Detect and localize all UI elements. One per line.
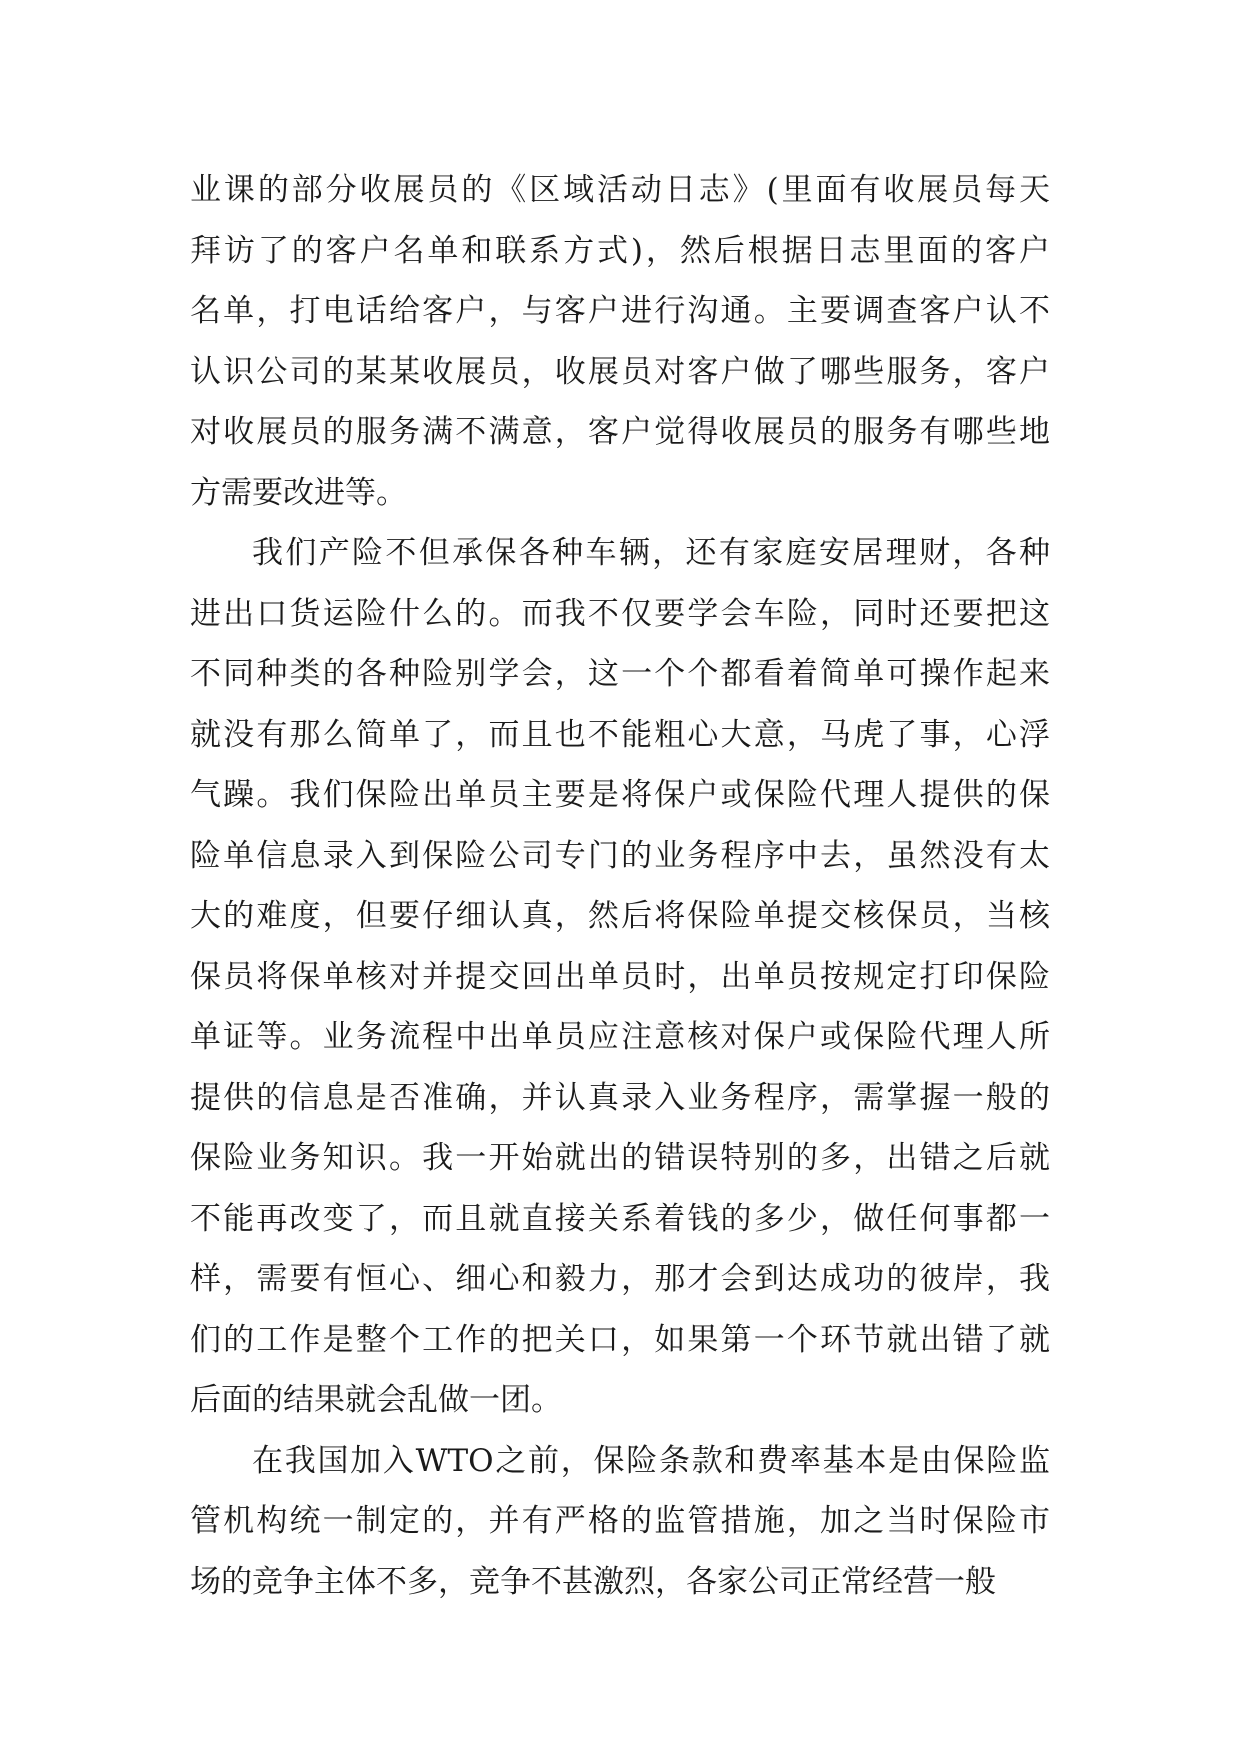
text-line: 场的竞争主体不多，竞争不甚激烈，各家公司正常经营一般: [190, 1563, 996, 1600]
text-line: 在我国加入WTO之前，保险条款和费率基本是由保险监: [252, 1442, 1050, 1479]
text-line: 认识公司的某某收展员，收展员对客户做了哪些服务，客户: [190, 353, 1050, 390]
text-line: 气躁。我们保险出单员主要是将保户或保险代理人提供的保: [190, 777, 1050, 813]
text-line: 对收展员的服务满不满意，客户觉得收展员的服务有哪些地: [190, 414, 1050, 450]
document-body: [190, 160, 1050, 1612]
text-line: 进出口货运险什么的。而我不仅要学会车险，同时还要把这: [190, 595, 1050, 632]
paragraph: [190, 160, 1050, 523]
paragraph: [190, 1431, 1050, 1613]
text-line: 名单，打电话给客户，与客户进行沟通。主要调查客户认不: [190, 293, 1050, 329]
text-line: 不同种类的各种险别学会，这一个个都看着简单可操作起来: [190, 656, 1050, 692]
text-line: 险单信息录入到保险公司专门的业务程序中去，虽然没有太: [190, 837, 1050, 874]
text-line: 方需要改进等。: [190, 474, 407, 511]
text-line: 单证等。业务流程中出单员应注意核对保户或保险代理人所: [190, 1019, 1050, 1055]
text-line: 业课的部分收展员的《区域活动日志》(里面有收展员每天: [190, 172, 1050, 208]
text-line: 拜访了的客户名单和联系方式)，然后根据日志里面的客户: [190, 232, 1050, 269]
text-line: 不能再改变了，而且就直接关系着钱的多少，做任何事都一: [190, 1200, 1050, 1237]
text-line: 就没有那么简单了，而且也不能粗心大意，马虎了事，心浮: [190, 716, 1050, 753]
text-line: 保险业务知识。我一开始就出的错误特别的多，出错之后就: [190, 1140, 1050, 1176]
text-line: 大的难度，但要仔细认真，然后将保险单提交核保员，当核: [190, 898, 1050, 934]
text-line: 我们产险不但承保各种车辆，还有家庭安居理财，各种: [252, 535, 1050, 571]
text-line: 后面的结果就会乱做一团。: [190, 1382, 562, 1418]
text-line: 保员将保单核对并提交回出单员时，出单员按规定打印保险: [190, 958, 1050, 995]
text-line: 管机构统一制定的，并有严格的监管措施，加之当时保险市: [190, 1503, 1050, 1539]
text-line: 样，需要有恒心、细心和毅力，那才会到达成功的彼岸，我: [190, 1261, 1050, 1297]
text-line: 提供的信息是否准确，并认真录入业务程序，需掌握一般的: [190, 1079, 1050, 1116]
text-line: 们的工作是整个工作的把关口，如果第一个环节就出错了就: [190, 1321, 1050, 1358]
paragraph: [190, 523, 1050, 1431]
